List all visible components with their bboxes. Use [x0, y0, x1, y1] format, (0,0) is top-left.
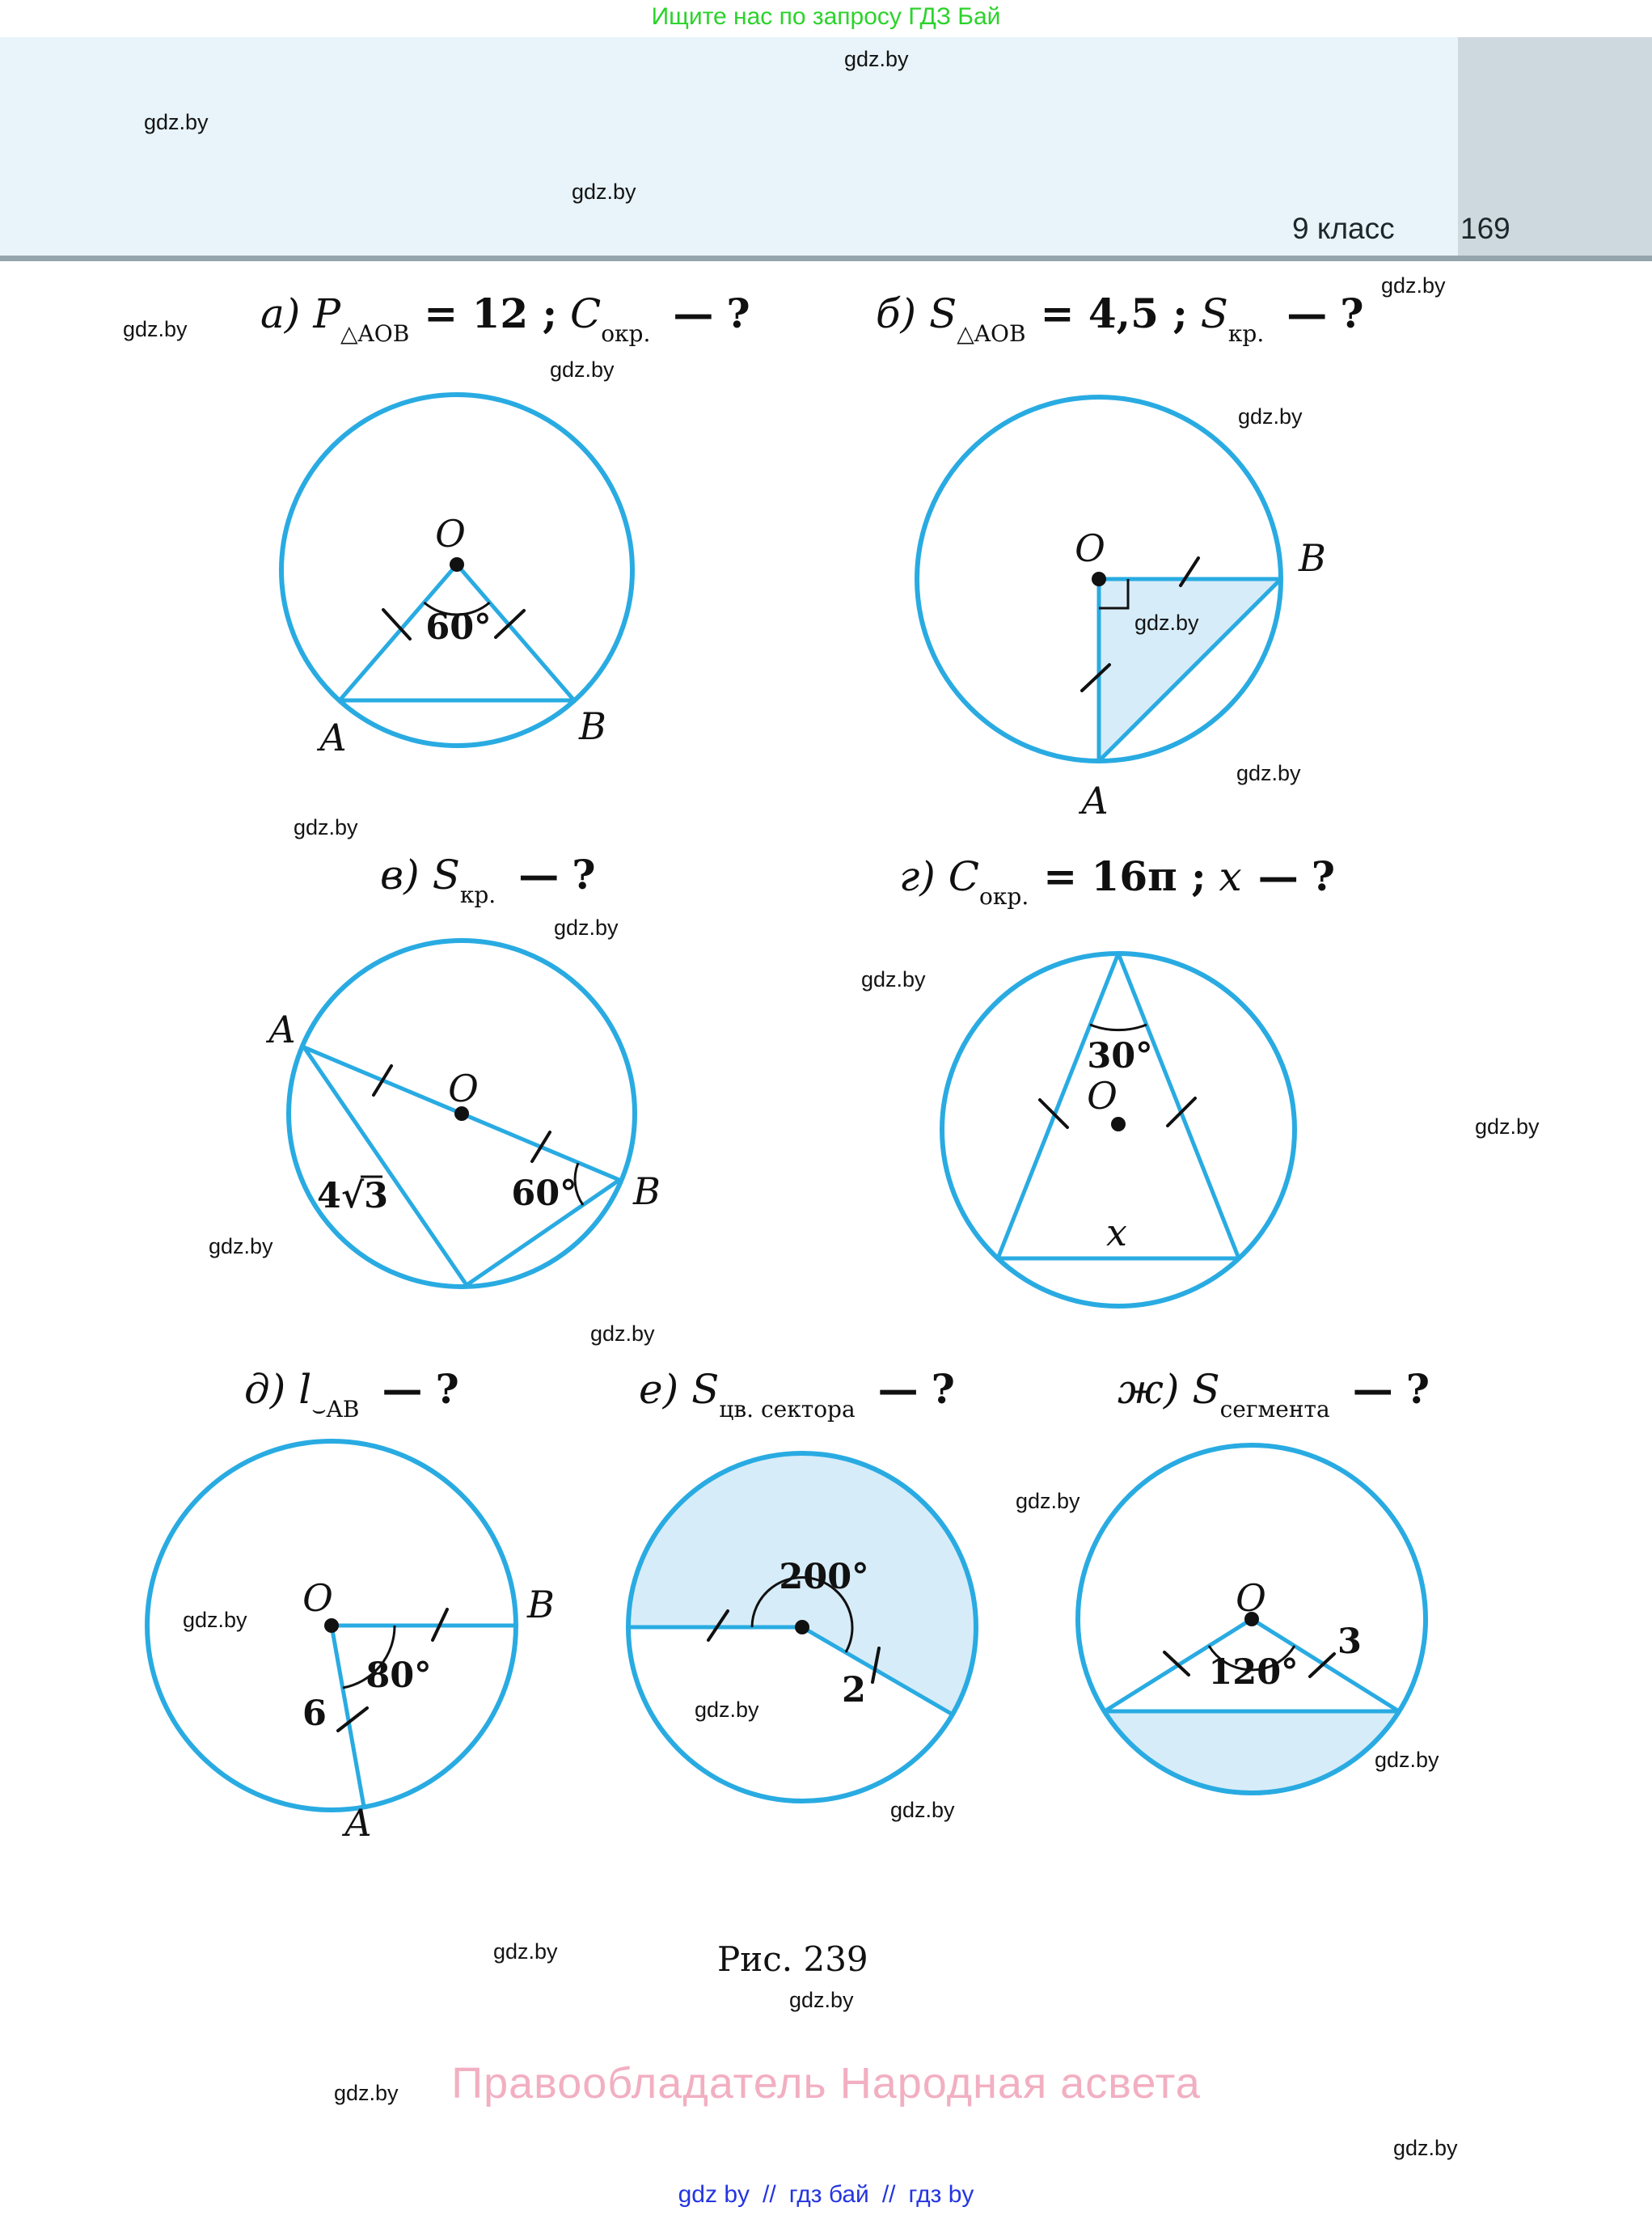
header-band — [0, 37, 1458, 256]
grade-label: 9 класс — [1292, 212, 1395, 245]
chord-length-label: 4√3 — [316, 1176, 389, 1216]
formula-g-var2: x — [1219, 853, 1242, 900]
watermark: gdz.by — [1393, 2136, 1458, 2160]
formula-d — [244, 1365, 459, 1423]
formula-e-dash: — — [877, 1365, 919, 1413]
problem-e-label: е) — [639, 1366, 679, 1413]
watermark: gdz.by — [294, 815, 358, 839]
formula-e-question: ? — [931, 1365, 955, 1413]
formula-a-var2: C — [569, 290, 602, 337]
angle-label: 80° — [365, 1655, 432, 1696]
label-O: O — [435, 512, 466, 556]
formula-b-sub1: △AOB — [957, 320, 1026, 347]
watermark: gdz.by — [493, 1939, 558, 1964]
problem-a-label: а) — [260, 290, 301, 337]
formula-g-var1: C — [948, 853, 980, 900]
watermark: gdz.by — [1016, 1489, 1080, 1513]
formula-e-var1: S — [691, 1366, 720, 1413]
problem-d-label: д) — [244, 1366, 286, 1413]
tick-mark — [1168, 1098, 1195, 1126]
formula-b-var1: S — [929, 290, 957, 337]
watermark: gdz.by — [1134, 611, 1199, 635]
triangle-right-side — [1118, 953, 1239, 1258]
formula-v — [380, 851, 596, 908]
watermark: gdz.by — [144, 110, 209, 134]
footer-separator: // — [881, 2181, 896, 2208]
formula-b-dash: — — [1287, 290, 1328, 337]
formula-e — [639, 1365, 955, 1423]
angle-label: 200° — [779, 1557, 869, 1597]
formula-a-dash: — — [673, 290, 714, 337]
figure-caption: Рис. 239 — [717, 1939, 868, 1979]
watermark: gdz.by — [861, 967, 926, 991]
watermark: gdz.by — [123, 317, 188, 341]
formula-b-sub2: кр. — [1227, 320, 1265, 347]
tick-mark — [1040, 1100, 1067, 1127]
formula-g — [899, 852, 1335, 910]
tick-mark — [532, 1132, 550, 1161]
formula-g-sub1: окр. — [979, 883, 1029, 910]
label-A: A — [268, 1008, 296, 1051]
watermark: gdz.by — [1238, 404, 1303, 429]
watermark: gdz.by — [572, 180, 636, 204]
tick-mark — [338, 1708, 367, 1731]
watermark: gdz.by — [695, 1698, 759, 1722]
footer-link-gdz-by2[interactable]: гдз by — [908, 2181, 974, 2208]
base-label-x: x — [1106, 1211, 1127, 1254]
formula-a-var1: P — [313, 290, 340, 337]
label-A: A — [319, 716, 347, 759]
segment-fill — [1105, 1711, 1399, 1793]
angle-label: 60° — [425, 607, 492, 648]
formula-e-sub1: цв. сектора — [719, 1396, 856, 1423]
page-number: 169 — [1460, 212, 1510, 245]
diagram-b — [898, 372, 1367, 825]
radius-length-label: 2 — [842, 1670, 866, 1710]
footer-link-gdz-by[interactable]: gdz by — [678, 2181, 750, 2208]
diagram-d — [129, 1423, 570, 1864]
angle-label: 60° — [511, 1173, 577, 1214]
radius-length-label: 6 — [302, 1693, 327, 1734]
center-dot — [324, 1618, 339, 1633]
formula-b-var2: S — [1200, 290, 1228, 337]
watermark: gdz.by — [590, 1321, 655, 1346]
watermark: gdz.by — [183, 1608, 247, 1632]
problem-zh-label: ж) — [1118, 1366, 1180, 1413]
center-dot — [450, 557, 464, 572]
formula-zh-var1: S — [1192, 1366, 1220, 1413]
watermark: gdz.by — [550, 357, 615, 382]
watermark: gdz.by — [844, 47, 909, 71]
formula-d-var1: l — [298, 1366, 312, 1413]
formula-v-dash: — — [518, 851, 560, 898]
watermark: gdz.by — [1375, 1748, 1439, 1772]
formula-g-question: ? — [1311, 852, 1335, 900]
footer-separator: // — [763, 2181, 776, 2208]
formula-v-question: ? — [572, 851, 596, 898]
diagram-a — [259, 372, 647, 776]
label-O: O — [302, 1576, 333, 1620]
diagram-g — [922, 938, 1326, 1322]
label-O: O — [1075, 526, 1105, 570]
watermark: gdz.by — [890, 1798, 955, 1822]
tick-mark — [374, 1066, 391, 1095]
watermark: gdz.by — [209, 1234, 273, 1258]
diagram-e — [611, 1440, 1051, 1832]
problem-v-label: в) — [380, 852, 420, 898]
formula-v-sub1: кр. — [459, 882, 496, 908]
label-O: O — [1236, 1576, 1266, 1620]
watermark: gdz.by — [789, 1988, 854, 2012]
angle-label: 120° — [1208, 1652, 1299, 1693]
label-B: B — [579, 704, 606, 748]
formula-a — [260, 290, 750, 347]
watermark: gdz.by — [334, 2081, 399, 2105]
watermark: gdz.by — [554, 915, 619, 940]
formula-zh — [1118, 1365, 1430, 1423]
formula-v-var1: S — [432, 852, 460, 898]
watermark: gdz.by — [1236, 761, 1301, 785]
formula-zh-dash: — — [1352, 1365, 1393, 1413]
footer-links — [0, 2181, 1652, 2209]
formula-d-sub1: ⌣AB — [311, 1396, 360, 1423]
radius-length-label: 3 — [1337, 1621, 1362, 1662]
formula-g-dash: — — [1257, 852, 1299, 900]
label-A: A — [344, 1801, 372, 1845]
angle-arc — [1090, 1025, 1147, 1030]
problem-b-label: б) — [876, 290, 917, 337]
formula-d-dash: — — [382, 1365, 423, 1413]
angle-label: 30° — [1087, 1036, 1153, 1076]
label-O: O — [448, 1067, 479, 1110]
header-divider — [0, 256, 1652, 261]
formula-a-sub2: окр. — [601, 320, 651, 347]
problem-g-label: г) — [899, 853, 936, 900]
watermark: gdz.by — [1475, 1114, 1540, 1139]
formula-zh-sub1: сегмента — [1219, 1396, 1330, 1423]
label-B: B — [527, 1583, 555, 1626]
formula-a-eq: = 12 ; — [424, 290, 558, 337]
promo-banner: Ищите нас по запросу ГДЗ Бай — [651, 3, 1001, 30]
formula-g-eq: = 16π ; — [1043, 852, 1206, 900]
copyright-notice: Правообладатель Народная асвета — [451, 2059, 1201, 2108]
label-B: B — [1299, 536, 1326, 580]
formula-b-question: ? — [1340, 290, 1364, 337]
center-dot — [1092, 572, 1106, 586]
formula-a-question: ? — [726, 290, 750, 337]
formula-a-sub1: △AOB — [340, 320, 410, 347]
formula-b — [876, 290, 1364, 347]
center-dot — [795, 1620, 809, 1634]
label-O: O — [1087, 1074, 1118, 1118]
center-dot — [1111, 1117, 1126, 1131]
label-B: B — [633, 1169, 661, 1213]
formula-zh-question: ? — [1405, 1365, 1430, 1413]
watermark: gdz.by — [1381, 273, 1446, 298]
label-A: A — [1081, 779, 1109, 822]
footer-link-gdz-bai[interactable]: гдз бай — [788, 2181, 869, 2208]
formula-d-question: ? — [435, 1365, 459, 1413]
formula-b-eq: = 4,5 ; — [1040, 290, 1188, 337]
